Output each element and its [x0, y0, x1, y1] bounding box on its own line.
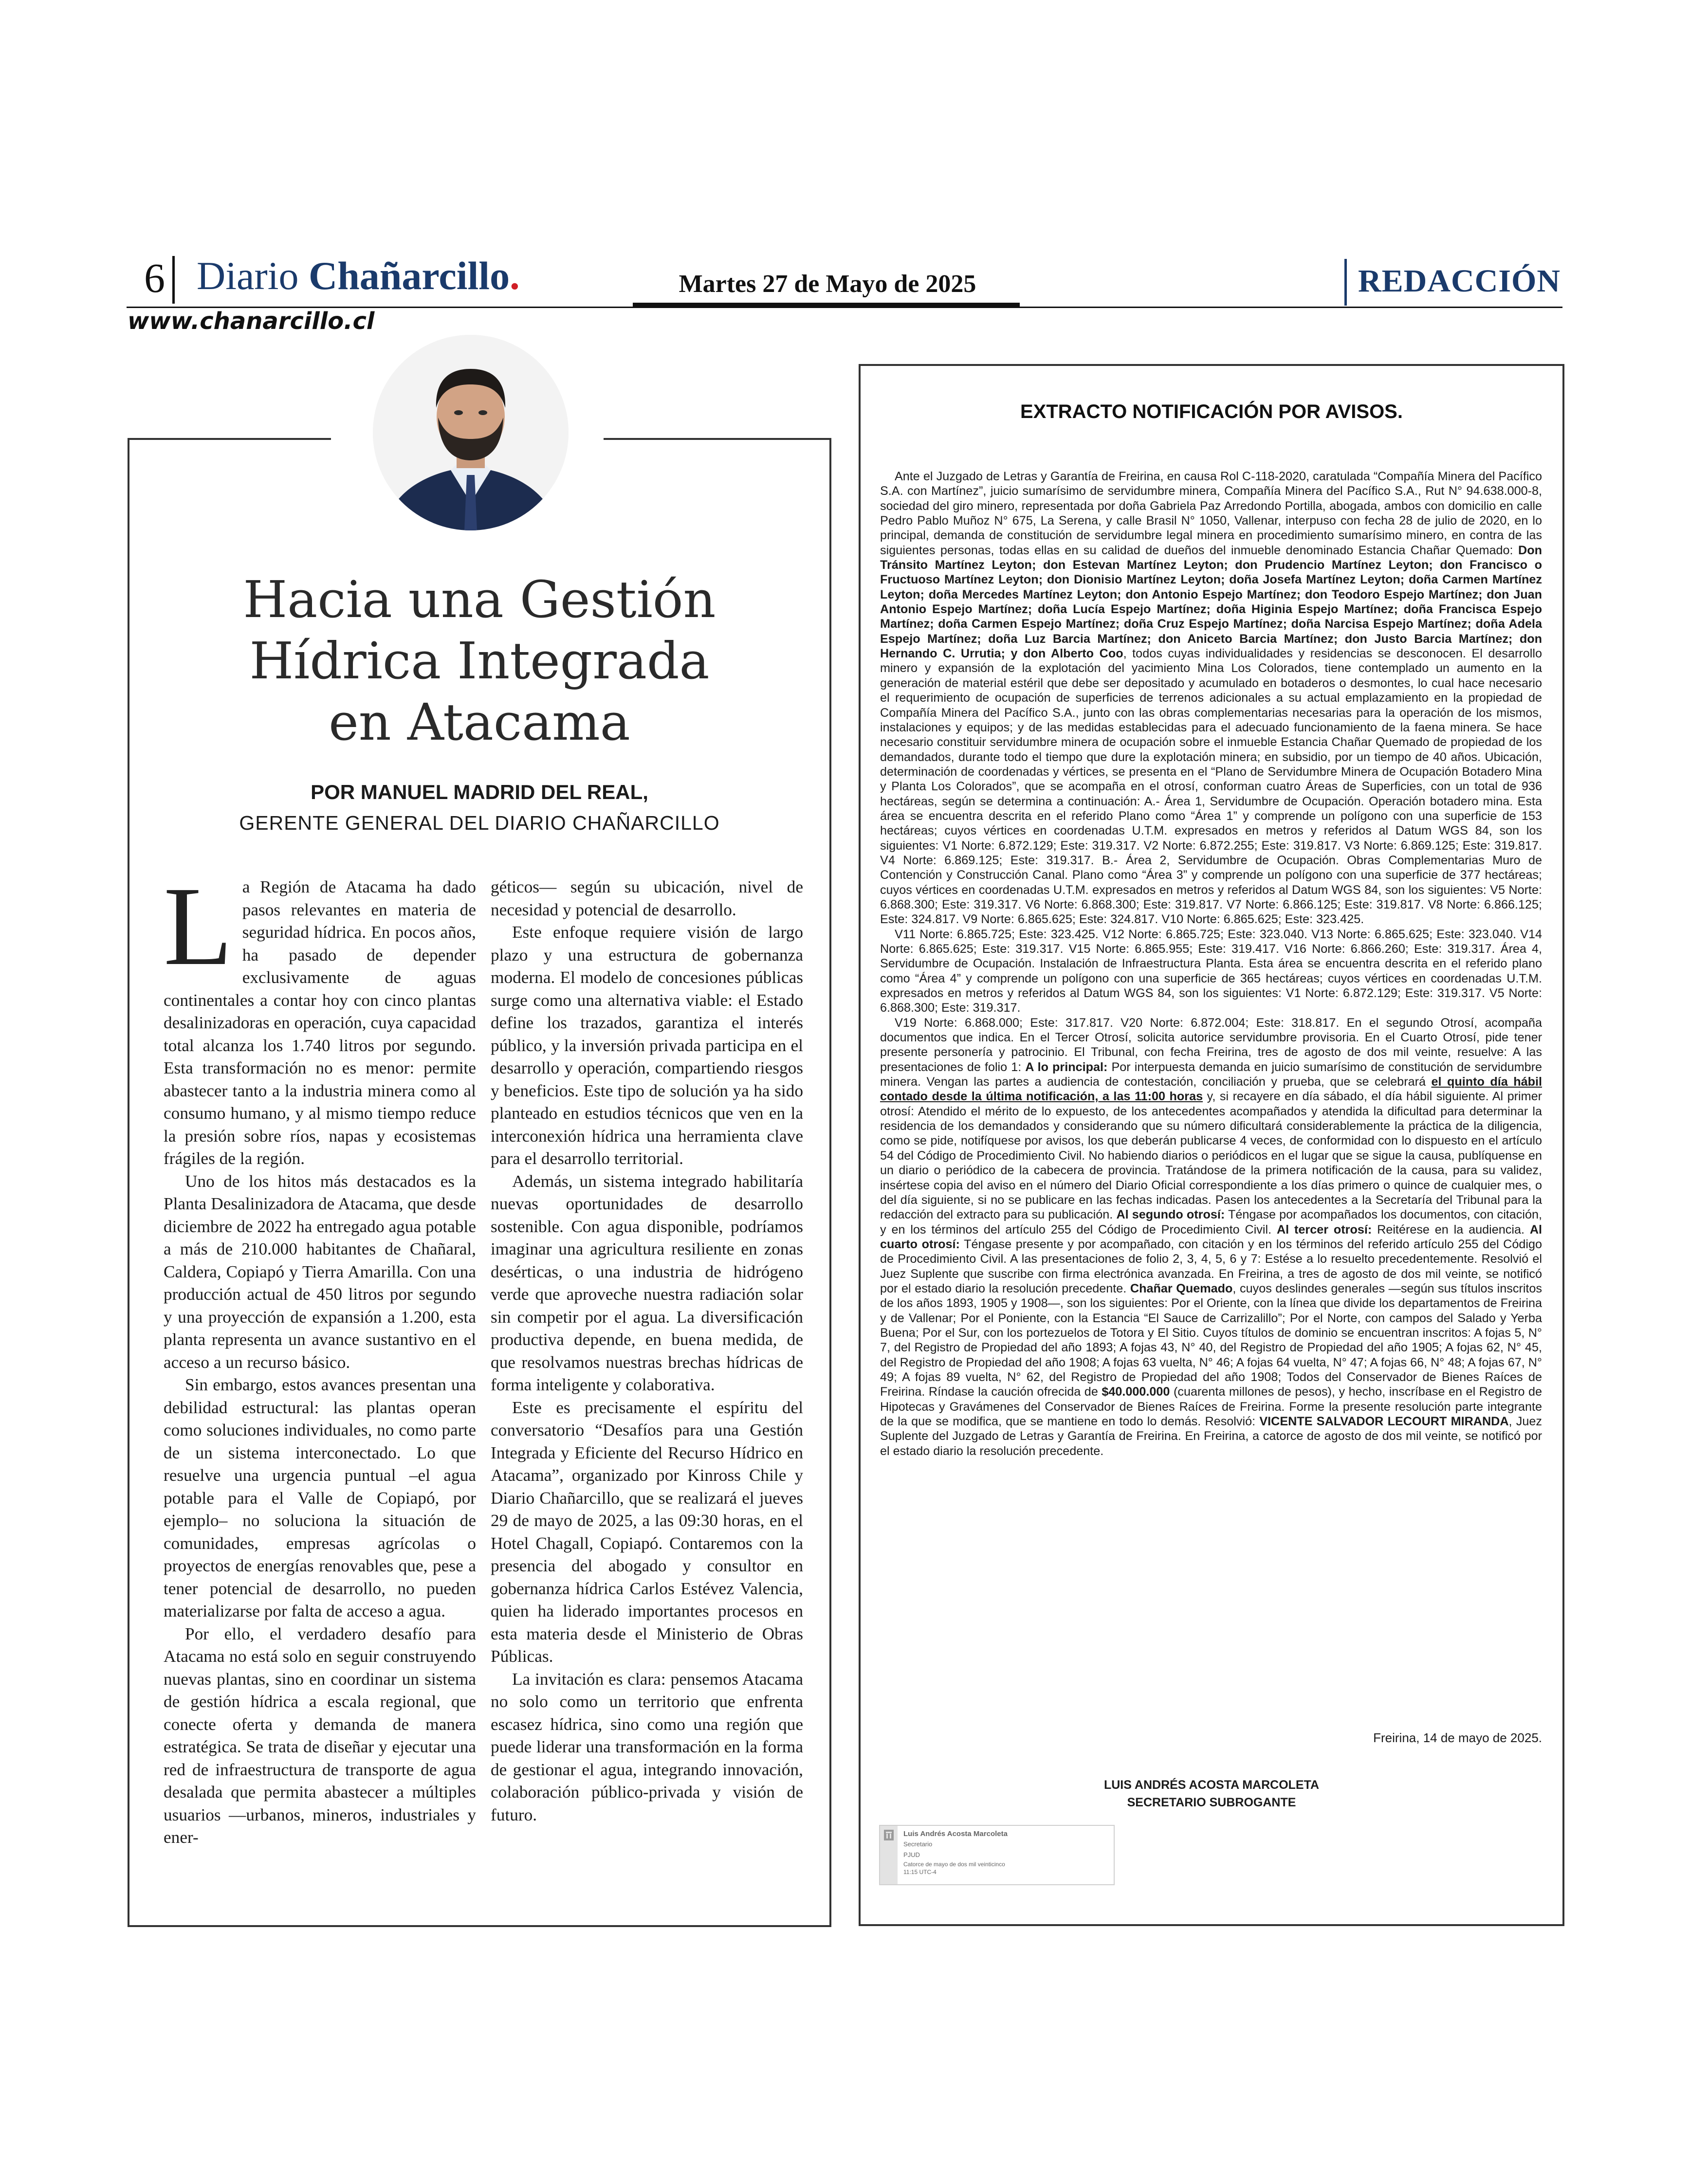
article-paragraph: Sin embargo, estos avances presentan una debilidad estructural: las plantas operan como soluciones individuales, no como parte de un sistema interconectado. Lo que resuelve una urgencia puntual –el agua potable para el Valle de Copiapó, por ejemplo– no soluciona la situación de comunidades, empresas agrícolas o proyectos de energías renovables que, pese a tener potencial de desarrollo, no pueden materializarse por falta de acceso a agua.	[164, 1375, 476, 1620]
author-role: GERENTE GENERAL DEL DIARIO CHAÑARCILLO	[239, 812, 720, 834]
defendant-names: Don Tránsito Martínez Leyton; don Estevan Martínez Leyton; don Prudencio Martínez Leyton; don Francisco o Fructuoso Martínez Leyton; don Dionisio Martínez Leyton; doña Josefa Martínez Leyton; doña Carmen Martínez Leyton; doña Mercedes Martínez Leyton; don Antonio Espejo Martínez; don Teodoro Espejo Martínez; don Juan Antonio Espejo Martínez; doña Lucía Espejo Martínez; doña Higinia Espejo Martínez; doña Francisca Espejo Martínez; doña Carmen Espejo Martínez; doña Cruz Espejo Martínez; doña Narcisa Espejo Martínez; doña Adela Espejo Martínez; doña Luz Barcia Martínez; don Aniceto Barcia Martínez; don Justo Barcia Martínez; don Hernando C. Urrutia; y don Alberto Coo	[880, 543, 1542, 661]
notice-place-date: Freirina, 14 de mayo de 2025.	[1373, 1730, 1542, 1745]
page-number: 6	[144, 255, 165, 301]
article-paragraph: La invitación es clara: pensemos Atacama no solo como un territorio que enfrenta escasez hídrica, sino como una región que puede liderar una transformación en la forma de gestionar el agua, integrando innovación, colaboración público-privada y visión de futuro.	[491, 1669, 803, 1824]
stamp-signer-role: Secretario	[903, 1840, 933, 1848]
author-photo	[373, 335, 569, 530]
stamp-date: Catorce de mayo de dos mil veinticinco	[903, 1861, 1005, 1868]
notice-paragraph: V11 Norte: 6.865.725; Este: 323.425. V12 Norte: 6.865.725; Este: 323.040. V13 Norte: 6.865.625; Este: 323.040. V14 Norte: 6.865.625; Este: 319.317. V15 Norte: 6.865.955; Este: 319.417. V16 Norte: 6.866.260; Este: 319.317. Área 4, Servidumbre de Ocupación. Instalación de Infraestructura Planta. Esta área se encuentra descrita en el referido plano como “Área 4” y comprende un polígono con una superficie de 365 hectáreas; cuyos vértices en coordenadas U.T.M. expresados en metros y referidos al Datum WGS 84, son los siguientes: V1 Norte: 6.872.129; Este: 319.317. V5 Norte: 6.868.300; Este: 319.317.	[880, 927, 1542, 1015]
article-title	[128, 569, 831, 753]
article-paragraph: Además, un sistema integrado habilitaría nuevas oportunidades de desarrollo sostenible. Con agua disponible, podríamos imaginar una agricultura resiliente en zonas desérticas, o una industria de hidrógeno verde que aproveche nuestra radiación solar sin competir por el agua. La diversificación productiva depende, en buena medida, de que resolvamos nuestras brechas hídricas de forma inteligente y colaborativa.	[491, 1171, 803, 1394]
article-paragraph: géticos— según su ubicación, nivel de necesidad y potencial de desarrollo.	[491, 877, 803, 919]
signer-role: SECRETARIO SUBROGANTE	[1127, 1796, 1296, 1809]
bond-amount: $40.000.000	[1102, 1385, 1170, 1399]
masthead-dot: .	[510, 254, 520, 298]
article-paragraph: Uno de los hitos más destacados es la Planta Desalinizadora de Atacama, que desde diciembre de 2022 ha entregado agua potable a más de 210.000 habitantes de Chañaral, Caldera, Copiapó y Tierra Amarilla. Con una producción actual de 450 litros por segundo y una proyección de expansión a 1.200, esta planta representa un avance sustantivo en el acceso a un recurso básico.	[164, 1171, 476, 1372]
drop-cap: L	[164, 864, 233, 989]
section-divider	[1344, 259, 1347, 306]
title-line-3: en Atacama	[329, 692, 630, 752]
court-seal-icon	[883, 1829, 895, 1841]
website-link[interactable]: www.chanarcillo.cl	[128, 308, 375, 335]
section-label: REDACCIÓN	[1358, 263, 1561, 299]
article-paragraph: Este enfoque requiere visión de largo plazo y una estructura de gobernanza moderna. El modelo de concesiones públicas surge como una alternativa viable: el Estado define los trazados, garantiza el interés público, y la inversión privada participa en el desarrollo y operación, compartiendo riesgos y beneficios. Este tipo de solución ya ha sido planteado en estudios técnicos que ven en la interconexión hídrica una herramienta clave para el desarrollo territorial.	[491, 923, 803, 1168]
author-portrait-icon	[373, 335, 569, 530]
article-column-1	[164, 864, 476, 1849]
stamp-time: 11:15 UTC-4	[903, 1869, 937, 1875]
issue-date: Martes 27 de Mayo de 2025	[679, 270, 976, 298]
masthead-prefix: Diario	[197, 254, 299, 298]
notice-paragraph: Ante el Juzgado de Letras y Garantía de Freirina, en causa Rol C-118-2020, caratulada “Compañía Minera del Pacífico S.A. con Martínez”, juicio sumarísimo de servidumbre minera, Compañía Minera del Pacífico S.A., Rut N° 94.638.000-8, sociedad del giro minero, representada por doña Gabriela Paz Arredondo Portilla, abogada, ambos con domicilio en calle Pedro Pablo Muñoz N° 675, La Serena, y calle Brasil N° 1050, Vallenar, interpuso con fecha 28 de julio de 2020, en lo principal, demanda de constitución de servidumbre legal minera en procedimiento sumarísimo minero, en contra de las siguientes personas, todas ellas en su calidad de dueños del inmueble denominado Estancia Chañar Quemado: Don Tránsito Martínez Leyton; don Estevan Martínez Leyton; don Prudencio Martínez Leyton; don Francisco o Fructuoso Martínez Leyton; don Dionisio Martínez Leyton; doña Josefa Martínez Leyton; doña Carmen Martínez Leyton; doña Mercedes Martínez Leyton; don Antonio Espejo Martínez; don Teodoro Espejo Martínez; don Juan Antonio Espejo Martínez; doña Lucía Espejo Martínez; doña Higinia Espejo Martínez; doña Francisca Espejo Martínez; doña Carmen Espejo Martínez; doña Cruz Espejo Martínez; doña Narcisa Espejo Martínez; doña Adela Espejo Martínez; doña Luz Barcia Martínez; don Aniceto Barcia Martínez; don Justo Barcia Martínez; don Hernando C. Urrutia; y don Alberto Coo, todos cuyas individualidades y residencias se desconocen. El desarrollo minero y expansión de la explotación del yacimiento Mina Los Colorados, tiene contemplado un aumento en la generación de material estéril que debe ser depositado y acumulado en botaderos o desmontes, lo cual hace necesario el requerimiento de ocupación de superficies de terrenos adicionales a su actual emplazamiento en la propiedad de Compañía Minera del Pacífico S.A., junto con las obras complementarias necesarias para la operación de los mismos, instalaciones y equipos; y de las medidas establecidas para el adecuado funcionamiento de la faena minera. Se hace necesario constituir servidumbre minera de ocupación sobre el inmueble Estancia Chañar Quemado de propiedad de los demandados, durante todo el tiempo que dure la explotación minera; en subsidio, por un tiempo de 40 años. Ubicación, determinación de coordenadas y vértices, se presenta en el “Plano de Servidumbre Minera de Ocupación Botadero Mina y Planta Los Colorados”, que se acompaña en el otrosí, conforman cuatro Áreas de Superficies, con un total de 936 hectáreas, según se determina a continuación: A.- Área 1, Servidumbre de Ocupación. Operación botadero mina. Esta área se encuentra descrita en el referido Plano como “Área 1” y comprende un polígono con una superficie de 153 hectáreas; cuyos vértices en coordenadas U.T.M. expresados en metros y referidos al Datum WGS 84, son los siguientes: V1 Norte: 6.872.129; Este: 319.317. V2 Norte: 6.872.255; Este: 319.817. V3 Norte: 6.869.125; Este: 319.817. V4 Norte: 6.869.125; Este: 319.317. B.- Área 2, Servidumbre de Ocupación. Obras Complementarias Muro de Contención y Construcción Canal. Plano como “Área 3” y comprende un polígono con una superficie de 377 hectáreas; cuyos vértices en coordenadas U.T.M. expresados en metros y referidos al Datum WGS 84, son los siguientes: V5 Norte: 6.868.300; Este: 319.317. V6 Norte: 6.868.300; Este: 319.817. V7 Norte: 6.866.125; Este: 319.817. V8 Norte: 6.866.125; Este: 324.817. V9 Norte: 6.865.625; Este: 324.817. V10 Norte: 6.865.625; Este: 323.425.	[880, 470, 1542, 927]
masthead-name: Chañarcillo	[308, 254, 510, 298]
paragraph-text: a Región de Atacama ha dado pasos relevantes en materia de seguridad hídrica. En pocos años, ha pasado de depender exclusivamente de aguas continentales a contar hoy con cinco plantas desalinizadoras en operación, cuya capacidad total alcanza los 1.740 litros por segundo. Esta transformación no es menor: permite abastecer tanto a la industria minera como al consumo humano, y al mismo tiempo reduce la presión sobre ríos, napas y ecosistemas frágiles de la región.	[164, 877, 476, 1168]
notice-title: EXTRACTO NOTIFICACIÓN POR AVISOS.	[1020, 401, 1403, 422]
hearing-date: el quinto día hábil contado desde la última notificación, a las 11:00 horas	[880, 1075, 1543, 1104]
title-line-2: Hídrica Integrada	[249, 631, 710, 691]
electronic-signature-stamp	[879, 1825, 1115, 1885]
title-line-1: Hacia una Gestión	[243, 570, 716, 629]
signer-name: LUIS ANDRÉS ACOSTA MARCOLETA	[1103, 1778, 1320, 1792]
article-column-2	[491, 876, 803, 1826]
notice-body	[880, 469, 1542, 1458]
article-paragraph: Por ello, el verdadero desafío para Atacama no está solo en seguir construyendo nuevas plantas, sino en coordinar un sistema de gestión hídrica a escala regional, que conecte oferta y demanda de manera estratégica. Se trata de diseñar y ejecutar una red de infraestructura de transporte de agua desalada que permita abastecer a múltiples usuarios —urbanos, mineros, industriales y ener-	[164, 1624, 476, 1847]
notice-paragraph: V19 Norte: 6.868.000; Este: 317.817. V20 Norte: 6.872.004; Este: 318.817. En el segundo Otrosí, acompaña documentos que indica. En el Tercer Otrosí, solicita autorice servidumbre provisoria. En el Cuarto Otrosí, pide tener presente personería y patrocinio. El Tribunal, con fecha Freirina, tres de agosto de dos mil veinte, resuelve: A las presentaciones de folio 1: A lo principal: Por interpuesta demanda en juicio sumarísimo de constitución de servidumbre minera. Vengan las partes a audiencia de contestación, conciliación y prueba, que se celebrará el quinto día hábil contado desde la última notificación, a las 11:00 horas y, si recayere en día sábado, el día hábil siguiente. Al primer otrosí: Atendido el mérito de lo expuesto, de los antecedentes acompañados y atendida la dificultad para determinar la residencia de los demandados y considerando que su número dificultará considerablemente la práctica de la diligencia, como se pide, notifíquese por avisos, los que deberán publicarse 4 veces, de conformidad con lo dispuesto en el artículo 54 del Código de Procedimiento Civil. No habiendo diarios o periódicos en el lugar que se sigue la causa, publíquense en un diario o periódico de la cabecera de provincia. Tratándose de la primera notificación de la causa, para su validez, insértese copia del aviso en el número del Diario Oficial correspondiente a los días primero o quince de cualquier mes, o del día siguiente, si no se publicare en las fechas indicadas. Pasen los antecedentes a la Secretaría del Tribunal para la redacción del extracto para su publicación. Al segundo otrosí: Téngase por acompañados los documentos, con citación, y en los términos del artículo 255 del Código de Procedimiento Civil. Al tercer otrosí: Reitérese en la audiencia. Al cuarto otrosí: Téngase presente y por acompañado, con citación y en los términos del referido artículo 255 del Código de Procedimiento Civil. A las presentaciones de folio 2, 3, 4, 5, 6 y 7: Estése a lo resuelto precedentemente. Resolvió el Juez Suplente que suscribe con firma electrónica avanzada. En Freirina, a tres de agosto de dos mil veinte, se notificó por el estado diario la resolución precedente. Chañar Quemado, cuyos deslindes generales —según sus títulos inscritos de los años 1893, 1905 y 1908—, son los siguientes: Por el Oriente, con la línea que divide los departamentos de Freirina y de Vallenar; Por el Poniente, con la Estancia “El Sauce de Carrizalillo”; Por el Norte, con campos del Salado y Yerba Buena; Por el Sur, con los portezuelos de Totora y El Sitio. Cuyos títulos de dominio se encuentran inscritos: A fojas 5, N° 7, del Registro de Propiedad del año 1893; A fojas 43, N° 40, del Registro de Propiedad del año 1905; A fojas 62, N° 45, del Registro de Propiedad del año 1908; A fojas 63 vuelta, N° 46; A fojas 64 vuelta, N° 47; A fojas 66, N° 48; A fojas 67, N° 49; A fojas 89 vuelta, N° 62, del Registro de Propiedad del año 1908; Todos del Conservador de Bienes Raíces de Freirina. Ríndase la caución ofrecida de $40.000.000 (cuarenta millones de pesos), y hecho, inscríbase en el Registro de Hipotecas y Gravámenes del Conservador de Bienes Raíces de Freirina. Forme la presente resolución parte integrante de la que se modifica, que se mantiene en todo lo demás. Resolvió: VICENTE SALVADOR LECOURT MIRANDA, Juez Suplente del Juzgado de Letras y Garantía de Freirina. En Freirina, a catorce de agosto de dos mil veinte, se notificó por el estado diario la resolución precedente.	[880, 1016, 1543, 1458]
judge-name: VICENTE SALVADOR LECOURT MIRANDA	[1259, 1415, 1509, 1428]
article-paragraph	[164, 864, 476, 1170]
stamp-signer-name: Luis Andrés Acosta Marcoleta	[903, 1830, 1008, 1838]
article-paragraph: Este es precisamente el espíritu del conversatorio “Desafíos para una Gestión Integrada y Eficiente del Recurso Hídrico en Atacama”, organizado por Kinross Chile y Diario Chañarcillo, que se realizará el jueves 29 de mayo de 2025, a las 09:30 horas, en el Hotel Chagall, Copiapó. Contaremos con la presencia del abogado y consultor en gobernanza hídrica Carlos Estévez Valencia, quien ha liderado importantes procesos en esta materia desde el Ministerio de Obras Públicas.	[491, 1398, 803, 1666]
stamp-organization: PJUD	[903, 1851, 920, 1858]
masthead-logo[interactable]	[197, 256, 520, 296]
date-underline	[633, 303, 1020, 307]
page-number-divider	[172, 256, 175, 304]
author-byline: POR MANUEL MADRID DEL REAL,	[311, 781, 648, 803]
